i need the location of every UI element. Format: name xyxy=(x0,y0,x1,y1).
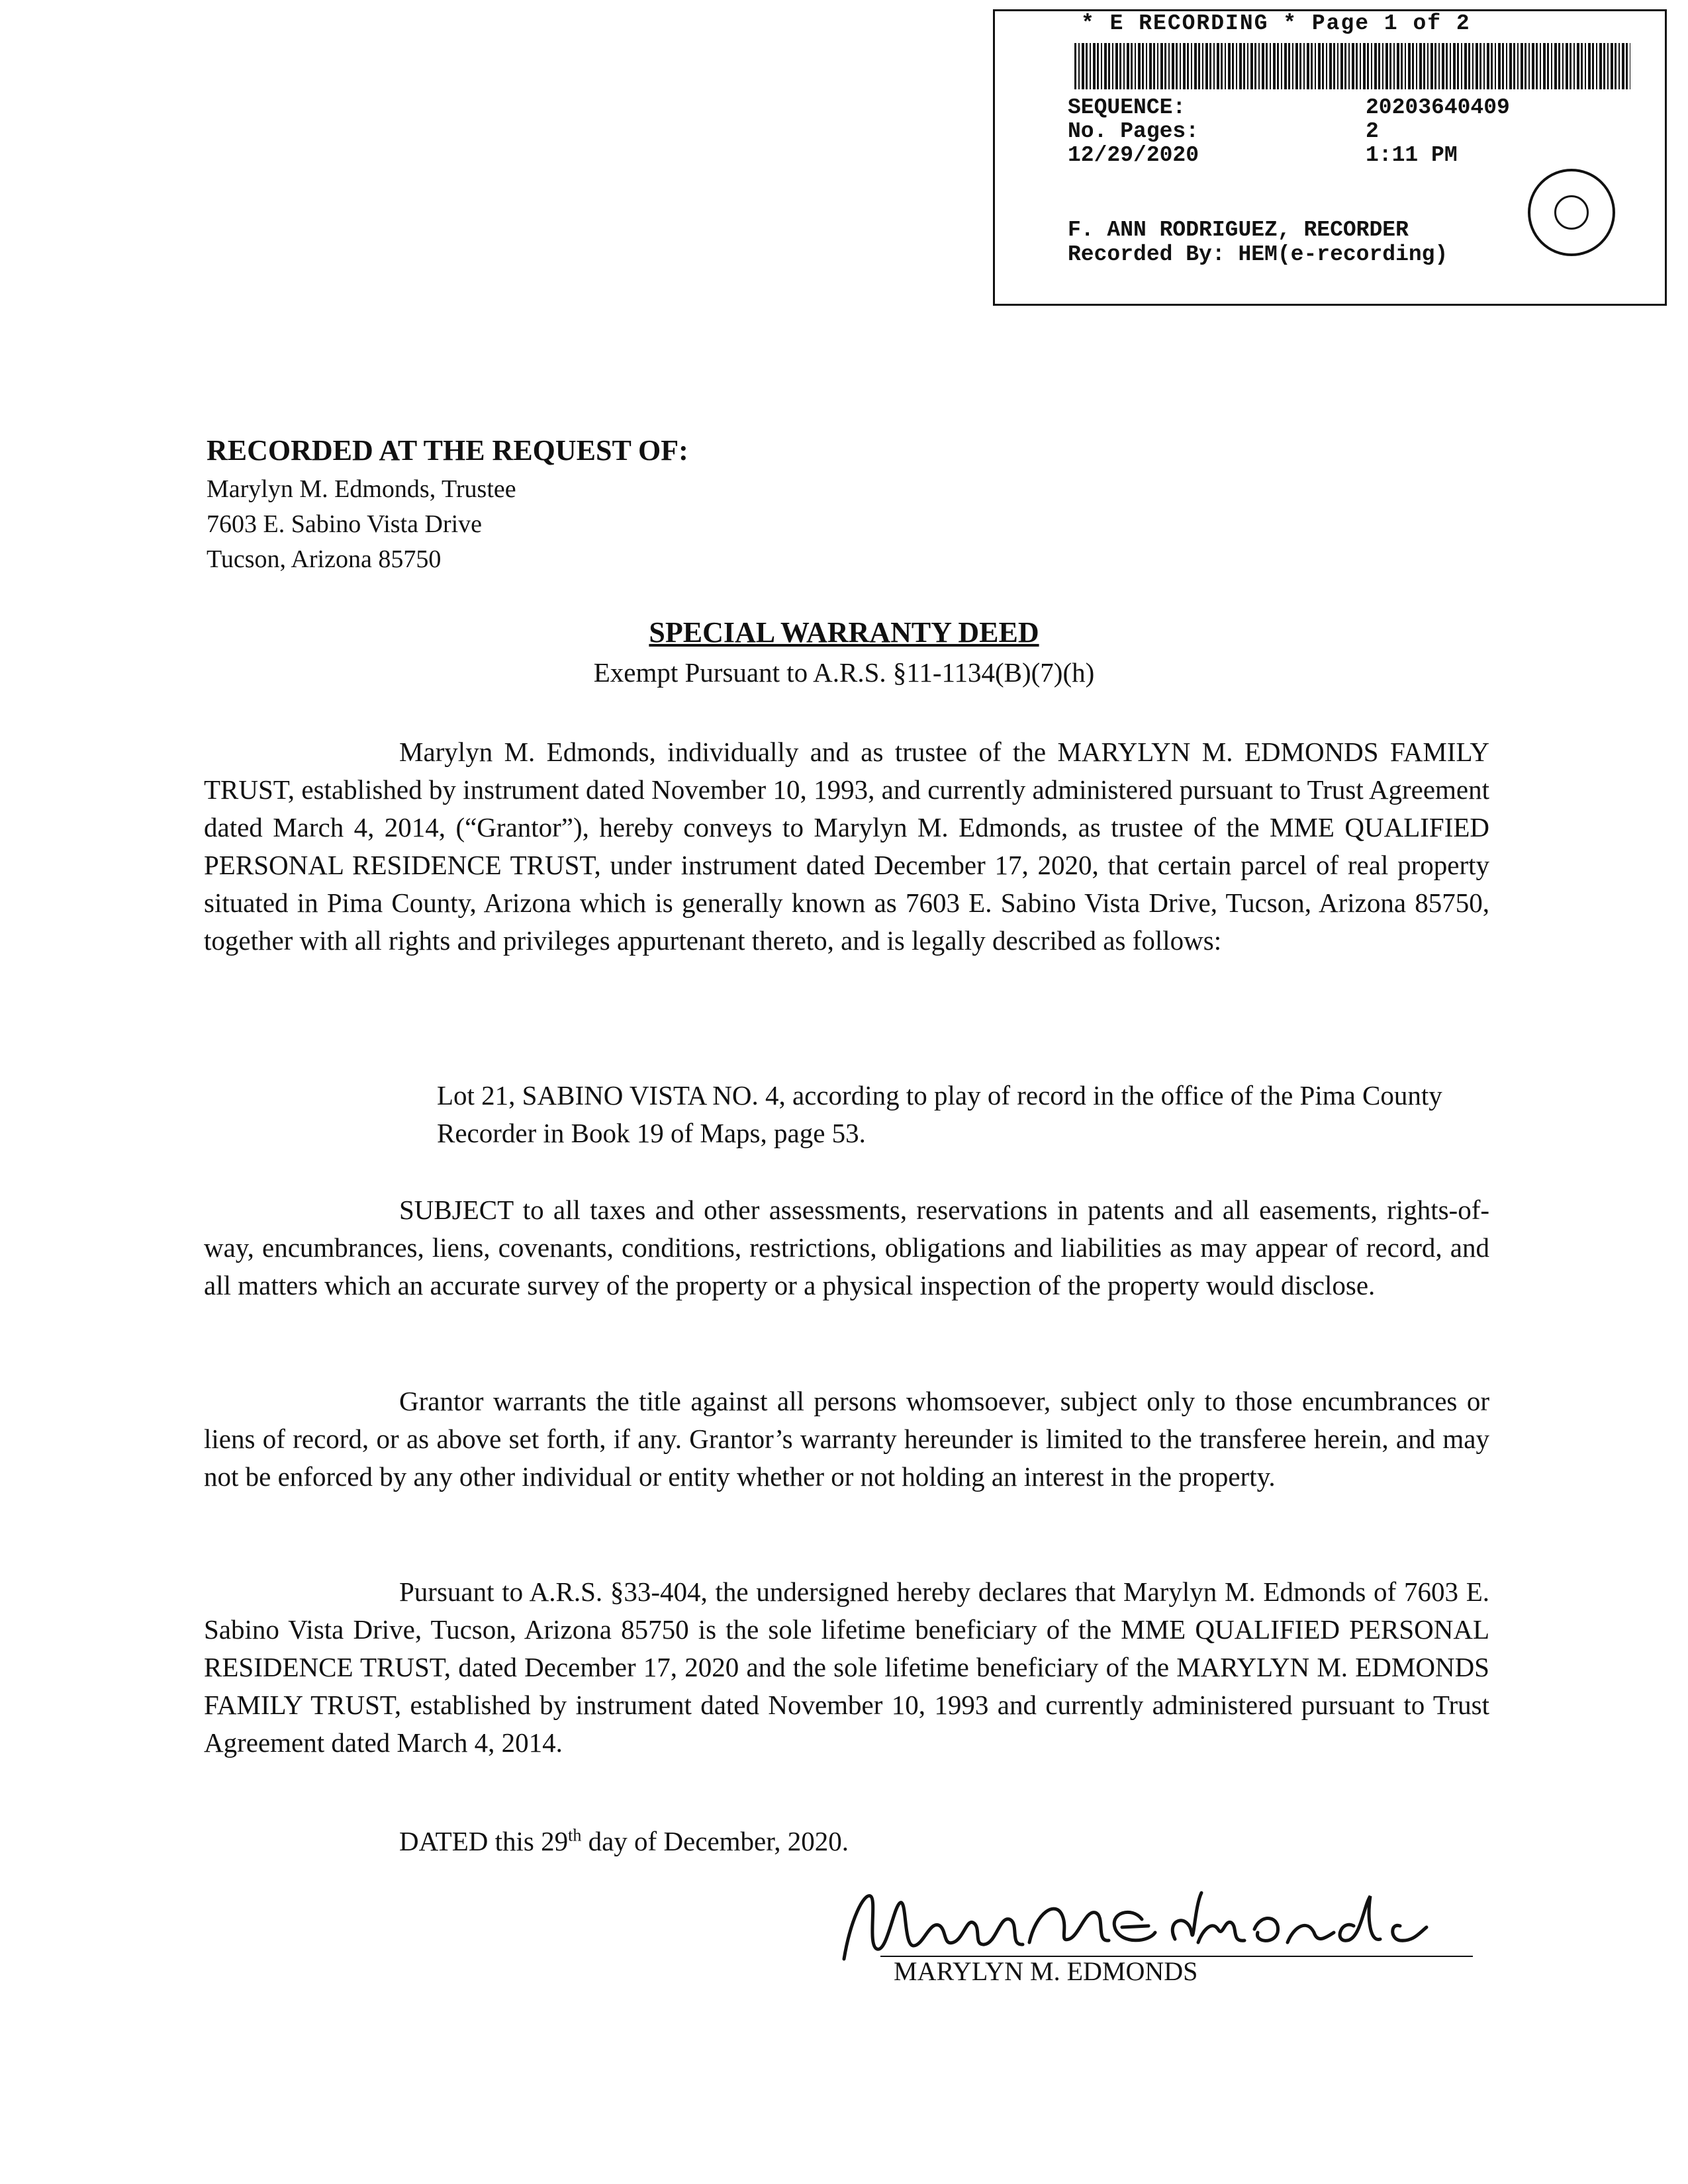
deed-exemption: Exempt Pursuant to A.R.S. §11-1134(B)(7)(h) xyxy=(593,657,1095,688)
request-street: 7603 E. Sabino Vista Drive xyxy=(207,510,483,538)
dated-prefix: DATED this 29 xyxy=(399,1826,569,1856)
recorded-by: Recorded By: HEM(e-recording) xyxy=(1068,242,1448,267)
request-name: Marylyn M. Edmonds, Trustee xyxy=(207,475,516,503)
recording-stamp xyxy=(993,9,1667,306)
barcode-icon xyxy=(1074,43,1630,89)
dated-suffix: th xyxy=(568,1825,582,1845)
stamp-header: * E RECORDING * Page 1 of 2 xyxy=(1081,11,1471,36)
pages-value: 2 xyxy=(1366,119,1379,144)
recorder-name: F. ANN RODRIGUEZ, RECORDER xyxy=(1068,218,1409,242)
deed-title: SPECIAL WARRANTY DEED xyxy=(649,616,1039,649)
request-city: Tucson, Arizona 85750 xyxy=(207,545,442,573)
signer-printed-name: MARYLYN M. EDMONDS xyxy=(894,1956,1198,1986)
dated-rest: day of December, 2020. xyxy=(581,1826,849,1856)
warranty-paragraph: Grantor warrants the title against all persons whomsoever, subject only to those encumbrances or liens of record, or as above set forth, if any. Grantor’s warranty hereunder is limited to the transferee herein, and may not be enforced by any other individual or entity whether or not holding an interest in the property. xyxy=(204,1386,1489,1492)
pages-label: No. Pages: xyxy=(1068,119,1199,144)
beneficiary-paragraph: Pursuant to A.R.S. §33-404, the undersigned hereby declares that Marylyn M. Edmonds of 7603 E. Sabino Vista Drive, Tucson, Arizona 85750 is the sole lifetime beneficiary of the MME QUALIFIED PERSONAL RESIDENCE TRUST, dated December 17, 2020 and the sole lifetime beneficiary of the MARYLYN M. EDMONDS FAMILY TRUST, established by instrument dated November 10, 1993 and currently administered pursuant to Trust Agreement dated March 4, 2014. xyxy=(204,1576,1489,1758)
legal-description: Lot 21, SABINO VISTA NO. 4, according to play of record in the office of the Pima County Recorder in Book 19 of Maps, page 53. xyxy=(437,1080,1442,1148)
grant-paragraph: Marylyn M. Edmonds, individually and as trustee of the MARYLYN M. EDMONDS FAMILY TRUST, established by instrument dated November 10, 1993, and currently administered pursuant to Trust Agreement dated March 4, 2014, (“Grantor”), hereby conveys to Marylyn M. Edmonds, as trustee of the MME QUALIFIED PERSONAL RESIDENCE TRUST, under instrument dated December 17, 2020, that certain parcel of real property situated in Pima County, Arizona which is generally known as 7603 E. Sabino Vista Drive, Tucson, Arizona 85750, together with all rights and privileges appurtenant thereto, and is legally described as follows: xyxy=(204,737,1489,956)
recording-date: 12/29/2020 xyxy=(1068,143,1199,167)
sequence-value: 20203640409 xyxy=(1366,95,1510,120)
subject-to-paragraph: SUBJECT to all taxes and other assessments, reservations in patents and all easements, rights-of-way, encumbrances, liens, covenants, conditions, restrictions, obligations and liabilities as may appear of record, and all matters which an accurate survey of the property or a physical inspection of the property would disclose. xyxy=(204,1195,1489,1300)
sequence-label: SEQUENCE: xyxy=(1068,95,1186,120)
dated-line xyxy=(399,1825,849,1857)
request-title: RECORDED AT THE REQUEST OF: xyxy=(207,434,688,467)
county-seal-icon xyxy=(1528,169,1615,256)
recording-time: 1:11 PM xyxy=(1366,143,1458,167)
